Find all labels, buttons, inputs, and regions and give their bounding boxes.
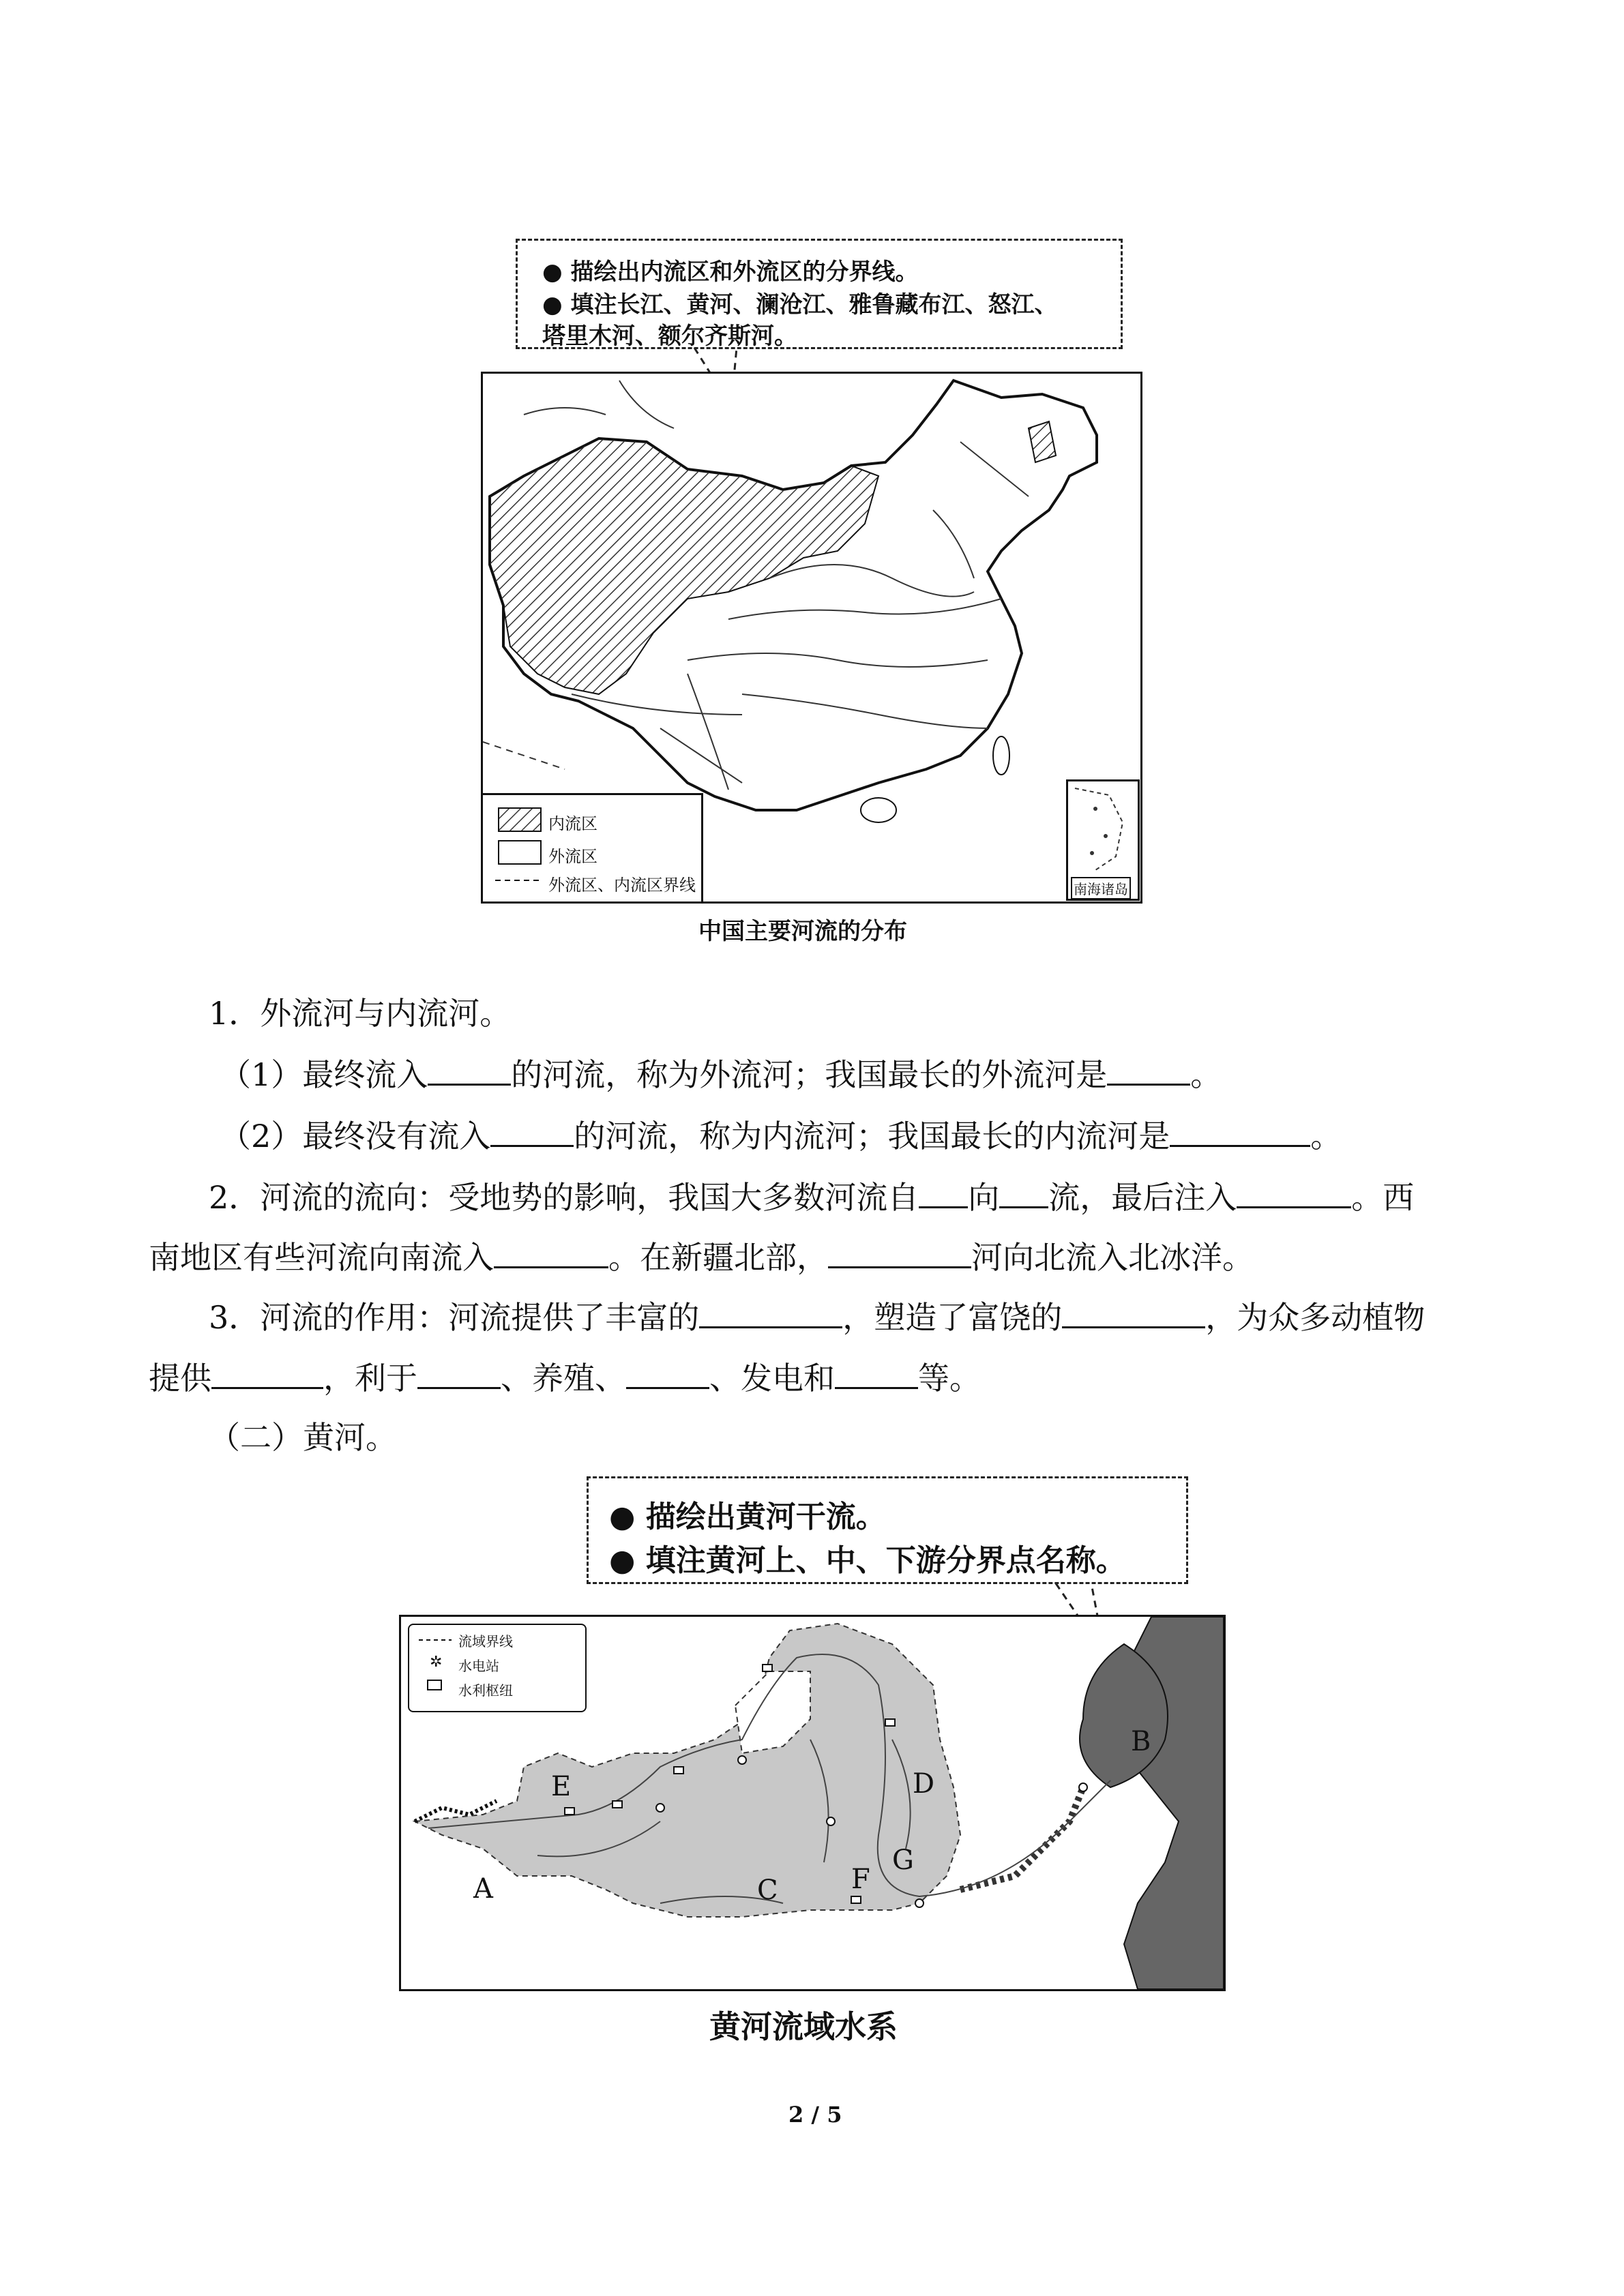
blank-longest-outflow[interactable] bbox=[1107, 1054, 1190, 1086]
legend-internal-swatch bbox=[498, 807, 542, 832]
map1-caption: 中国主要河流的分布 bbox=[698, 918, 907, 945]
blank-use-2[interactable] bbox=[626, 1357, 709, 1389]
blank-use-1[interactable] bbox=[417, 1357, 501, 1389]
label-A: A bbox=[473, 1873, 493, 1905]
map1-instruction-1: ● 描绘出内流区和外流区的分界线。 bbox=[542, 258, 919, 286]
label-E: E bbox=[551, 1771, 572, 1802]
map2-instruction-callout bbox=[587, 1476, 1188, 1584]
blank-use-3[interactable] bbox=[835, 1357, 918, 1389]
legend-internal-label: 内流区 bbox=[548, 814, 597, 833]
map2-instruction-1: ● 描绘出黄河干流。 bbox=[609, 1500, 886, 1534]
yellow-river-basin-map bbox=[399, 1615, 1226, 1991]
legend-basin-boundary-label: 流域界线 bbox=[458, 1633, 513, 1650]
blank-xinjiang-river[interactable] bbox=[828, 1236, 971, 1268]
label-F: F bbox=[851, 1864, 870, 1895]
q2-line2: 南地区有些河流向南流入 。在新疆北部， 河向北流入北冰洋。 bbox=[149, 1233, 1254, 1282]
page-number: 2 / 5 bbox=[788, 2102, 842, 2128]
map1-legend bbox=[483, 793, 703, 904]
hydropower-icon: ✲ bbox=[430, 1654, 443, 1671]
label-B: B bbox=[1131, 1726, 1151, 1757]
china-rivers-map bbox=[481, 372, 1142, 904]
q2-line1: 2．河流的流向：受地势的影响，我国大多数河流自 向 流，最后注入 。西 bbox=[209, 1173, 1414, 1222]
q1-1: （1）最终流入 的河流，称为外流河；我国最长的外流河是 。 bbox=[220, 1050, 1222, 1099]
legend-basin-boundary-swatch bbox=[419, 1637, 452, 1643]
blank-habitat[interactable] bbox=[211, 1357, 323, 1389]
legend-water-project-label: 水利枢纽 bbox=[458, 1682, 513, 1699]
q3-line1: 3．河流的作用：河流提供了丰富的 ，塑造了富饶的 ，为众多动植物 bbox=[209, 1293, 1425, 1342]
legend-external-label: 外流区 bbox=[548, 847, 597, 866]
map2-caption: 黄河流域水系 bbox=[709, 2008, 898, 2045]
blank-into-sea[interactable] bbox=[1237, 1176, 1351, 1208]
blank-ocean[interactable] bbox=[428, 1054, 511, 1086]
legend-external-swatch bbox=[498, 840, 542, 865]
water-project-icon bbox=[427, 1680, 442, 1690]
map2-instruction-2: ● 填注黄河上、中、下游分界点名称。 bbox=[609, 1543, 1126, 1578]
blank-resource-1[interactable] bbox=[699, 1296, 842, 1328]
q1-title: 1．外流河与内流河。 bbox=[209, 995, 512, 1032]
yellow-river-subtitle: （二）黄河。 bbox=[209, 1419, 397, 1456]
inset-label: 南海诸岛 bbox=[1071, 877, 1131, 899]
blank-south-ocean[interactable] bbox=[494, 1236, 608, 1268]
map1-instruction-3: 塔里木河、额尔齐斯河。 bbox=[542, 323, 797, 350]
legend-boundary-label: 外流区、内流区界线 bbox=[548, 876, 696, 895]
map1-instruction-2: ● 填注长江、黄河、澜沧江、雅鲁藏布江、怒江、 bbox=[542, 291, 1058, 318]
blank-from-direction[interactable] bbox=[919, 1176, 968, 1208]
blank-ocean-2[interactable] bbox=[490, 1115, 574, 1147]
map2-legend bbox=[408, 1624, 587, 1712]
q3-line2: 提供 ，利于 、养殖、 、发电和 等。 bbox=[149, 1354, 981, 1403]
blank-longest-inland[interactable] bbox=[1170, 1115, 1310, 1147]
q1-2: （2）最终没有流入 的河流，称为内流河；我国最长的内流河是 。 bbox=[220, 1112, 1342, 1161]
label-G: G bbox=[892, 1845, 914, 1876]
south-china-sea-inset bbox=[1066, 779, 1140, 901]
blank-to-direction[interactable] bbox=[999, 1176, 1048, 1208]
label-D: D bbox=[913, 1768, 935, 1800]
legend-boundary-swatch bbox=[495, 877, 543, 884]
blank-resource-2[interactable] bbox=[1062, 1296, 1205, 1328]
label-C: C bbox=[757, 1875, 778, 1906]
map1-instruction-callout bbox=[516, 239, 1123, 349]
legend-hydropower-label: 水电站 bbox=[458, 1658, 499, 1674]
